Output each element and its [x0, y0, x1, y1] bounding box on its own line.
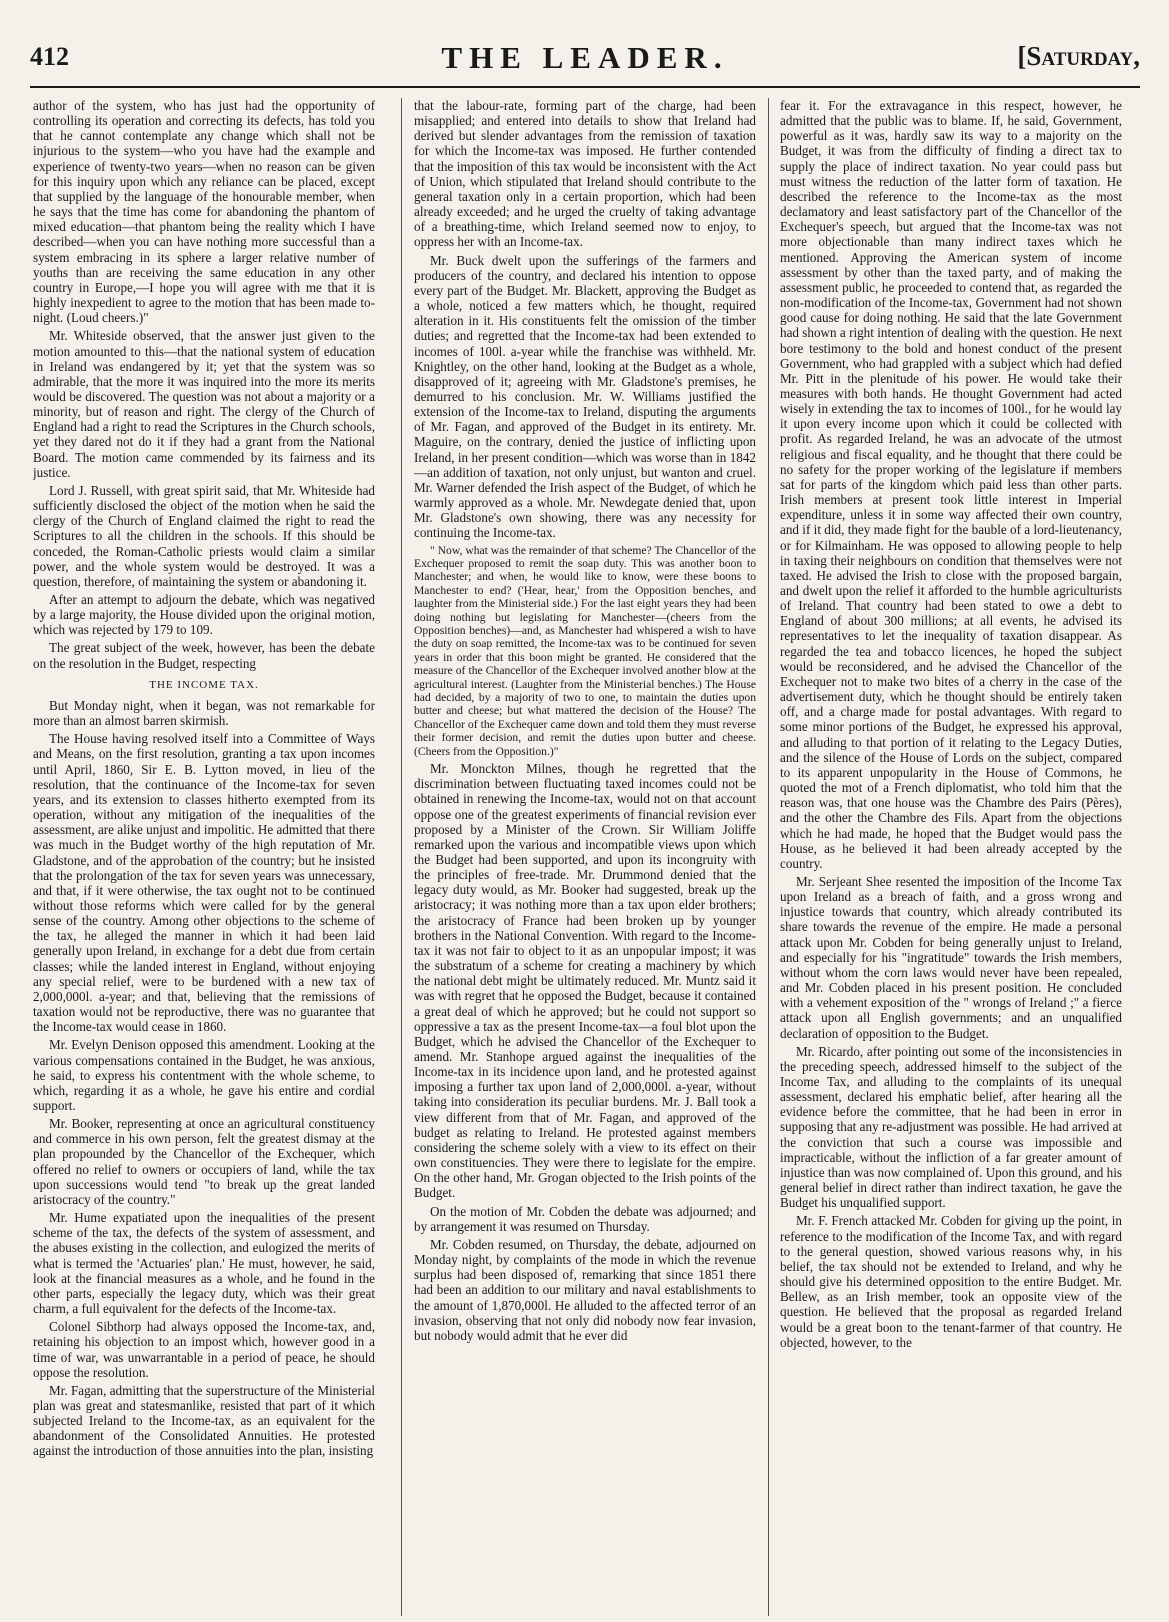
paragraph: Mr. Whiteside observed, that the answer just given to the motion amounted to this—that the national system of education in Ireland was endangered by it; yet that the system was so admirable, that the more it was inquired into the more its merits would be discovered. The question was not about a majority or a minority, but of reason and right. The clergy of the Church of England had a right to read the Scriptures in the Church schools, yet they dared not do it if they had a grant from the National Board. The motion came commended by its fairness and its justice.	[33, 328, 375, 480]
paragraph: Mr. F. French attacked Mr. Cobden for giving up the point, in reference to the modification of the Income Tax, and with regard to the general question, showed various reasons why, in his belief, the tax should not be extended to Ireland, and why he should give his determined opposition to the entire Budget. Mr. Bellew, as an Irish member, took an opposite view of the question. He believed that the proposal as regarded Ireland would be a great boon to the tenant-farmer of that country. He objected, however, to the	[780, 1213, 1122, 1350]
column-2	[414, 98, 756, 1616]
newspaper-title: THE LEADER.	[441, 40, 729, 75]
quoted-speech: " Now, what was the remainder of that scheme? The Chancellor of the Exchequer proposed to remit the soap duty. This was another boon to Manchester; and when, he would like to know, were these boons to Manchester to end? ('Hear, hear,' from the Opposition benches, and laughter from the Ministerial side.) For the last eight years they had been doing nothing but legislating for Manchester—(cheers from the Opposition benches)—and, as Manchester had whispered a wish to have the duty on soap remitted, the Income-tax was to be continued for seven years in order that this boon might be granted. He considered that the measure of the Chancellor of the Exchequer involved another blow at the agricultural interest. (Laughter from the Ministerial benches.) The House had decided, by a majority of two to one, to maintain the duties upon butter and cheese; but what mattered the decision of the House? The Chancellor of the Exchequer came down and told them they must reverse their former decision, and remit the duties upon butter and cheese. (Cheers from the Opposition.)"	[414, 543, 756, 758]
page-number: 412	[30, 42, 69, 71]
column-3	[780, 98, 1122, 1616]
paragraph: Mr. Monckton Milnes, though he regretted that the discrimination between fluctuating taxed incomes could not be obtained in renewing the Income-tax, would not on that account oppose one of the greatest experiments of financial revision ever proposed by a Minister of the Crown. Sir William Joliffe remarked upon the various and incompatible views upon which the Budget had been supported, and upon its incongruity with the principles of free-trade. Mr. Drummond denied that the legacy duty would, as Mr. Booker had suggested, break up the aristocracy; it was nothing more than a tax upon elder brothers; the aristocracy of France had been broken up by younger brothers in the National Convention. With regard to the Income-tax it was not fair to object to it as an unpopular impost; it was the substratum of a scheme for creating a machinery by which the national debt might be ultimately reduced. Mr. Muntz said it was with regret that he opposed the Budget, because it contained a great deal of which he approved; but he could not support so oppressive a tax as the present Income-tax—a foul blot upon the Budget, which he advised the Chancellor of the Exchequer to amend. Mr. Stanhope argued against the inequalities of the Income-tax in its incidence upon land, and he protested against imposing a further tax upon land of 2,000,000l. a-year, without taking into consideration its peculiar burdens. Mr. J. Ball took a view different from that of Mr. Fagan, and approved of the budget as relating to Ireland. He protested against members considering the scheme solely with a view to its effect on their own constituencies. They were there to legislate for the empire. On the other hand, Mr. Grogan objected to the Irish points of the Budget.	[414, 761, 756, 1201]
paragraph: The great subject of the week, however, has been the debate on the resolution in the Budget, respecting	[33, 640, 375, 671]
paragraph: Mr. Buck dwelt upon the sufferings of the farmers and producers of the country, and declared his intention to oppose every part of the Budget. Mr. Blackett, approving the Budget as a whole, noticed a few matters which, he thought, required alteration in it. His constituents felt the omission of the timber duties; and regretted that the Income-tax had been extended to incomes of 100l. a-year while the franchise was withheld. Mr. Knightley, on the other hand, looking at the Budget as a whole, disapproved of it; agreeing with Mr. Gladstone's premises, he demurred to his conclusion. Mr. W. Williams justified the extension of the Income-tax to Ireland, disputing the arguments of Mr. Fagan, and approved of the Budget in its entirety. Mr. Maguire, on the contrary, denied the justice of inflicting upon Ireland, in her present condition—which was worse than in 1842—an addition of taxation, not only unjust, but wanton and cruel. Mr. Warner defended the Irish aspect of the Budget, of which he warmly approved as a whole. Mr. Newdegate denied that, upon Mr. Gladstone's own showing, there was any necessity for continuing the Income-tax.	[414, 252, 756, 541]
paragraph: fear it. For the extravagance in this respect, however, he admitted that the public was to blame. If, he said, Government, powerful as it was, hardly saw its way to a majority on the Budget, it was from the difficulty of finding a direct tax to supply the place of indirect taxation. No year could pass but must witness the reduction of the latter form of taxation. He described the reference to the Income-tax as the most declamatory and least satisfactory part of the Chancellor of the Exchequer's speech, but argued that the Income-tax was not more objectionable than many indirect taxes which he mentioned. Approving the American system of income assessment by other than the taxed party, and of making the assessment public, he proceeded to contend that, as regarded the non-modification of the Income-tax, Government had not shown good cause for doing nothing. He said that the late Government had shown a right intention of dealing with the question. He next bore testimony to the bold and honest conduct of the present Government, who had grappled with a subject which had defied Mr. Pitt in the plenitude of his power. He would take their measures with both hands. He thought Government had acted wisely in extending the tax to incomes of 100l., for he would lay it upon every income upon which it could be collected with profit. As regarded Ireland, he was an advocate of the utmost religious and fiscal equality, and he thought that there could be no safety for the proper working of the legislature if members sat for parts of the kingdom which paid less than other parts. Irish members at present took little interest in Imperial expenditure, unless it in some way affected their own country, and if it did, they made fight for the bauble of a lord-lieutenancy, or for Kilmainham. He was opposed to allowing people to help in taxing their neighbours on condition that themselves were not taxed. He advised the Irish to close with the proposed bargain, and dwelt upon the relief it afforded to the humble agriculturists of Ireland. That country had been stated to owe a debt to England of about 300 millions; at all events, he advised its representatives to let the inequality of taxation disappear. As regarded the tea and tobacco licences, he hoped the subject would be reconsidered, and he advised the Chancellor of the Exchequer not to make two bites of a cherry in the case of the advertisement duty, which he thought should be entirely taken off, and a charge made for postal advantages. With regard to some minor portions of the Budget, he expressed his approval, and alluding to that portion of it relating to the Legacy Duties, and the silence of the House of Lords on the subject, compared to its apparent unpopularity in the House of Commons, he quoted the mot of a French diplomatist, who told him that the reason was, that one house was the Chambre des Pairs (Pères), and the other the Chambre des Fils. Apart from the objections which he had made, he hoped that the Budget would pass the House, as he believed it had been already accepted by the country.	[780, 98, 1122, 871]
header-rule	[30, 86, 1140, 88]
paragraph: Mr. Booker, representing at once an agricultural constituency and commerce in his own person, felt the greatest dismay at the plan propounded by the Chancellor of the Exchequer, which offered no relief to owners or occupiers of land, while the tax upon successions would tend "to break up the great landed aristocracy of the country."	[33, 1116, 375, 1207]
paragraph: After an attempt to adjourn the debate, which was negatived by a large majority, the House divided upon the original motion, which was rejected by 179 to 109.	[33, 592, 375, 638]
column-divider	[768, 98, 769, 1616]
paragraph: Colonel Sibthorp had always opposed the Income-tax, and, retaining his objection to an impost which, however good in a time of war, was unwarrantable in a period of peace, he should oppose the resolution.	[33, 1319, 375, 1380]
column-1	[33, 98, 375, 1616]
paragraph: author of the system, who has just had the opportunity of controlling its operation and correcting its defects, has told you that he cannot contemplate any change which shall not be injurious to the system—who you have had the example and experience of twenty-two years—when no reason can be given for this inquiry upon which any reliance can be placed, except that supplied by the language of the honourable member, when he says that the time has come for abandoning the phantom of mixed education—that phantom being the reality which I have described—when you can have nothing more successful than a system embracing in its sphere a larger relative number of youths than are receiving the same education in any other country in Europe,—I hope you will agree with me that it is highly inexpedient to agree to the motion that has been made to-night. (Loud cheers.)"	[33, 98, 375, 326]
paragraph: Mr. Hume expatiated upon the inequalities of the present scheme of the tax, the defects of the system of assessment, and the abuses existing in the collection, and eulogized the merits of what is termed the 'Actuaries' plan.' He must, however, he said, look at the financial measures as a whole, and he found in the other parts, especially the legacy duty, which was their great charm, a full equivalent for the defects of the Income-tax.	[33, 1210, 375, 1317]
paragraph: Mr. Serjeant Shee resented the imposition of the Income Tax upon Ireland as a breach of faith, and a gross wrong and injustice towards that country, which already contributed its share towards the revenue of the empire. He made a personal attack upon Mr. Cobden for being generally unjust to Ireland, and especially for his "ingratitude" towards the Irish members, without whom the corn laws would never have been repealed, and Mr. Cobden placed in his present position. He concluded with a vehement exposition of the " wrongs of Ireland ;" a fierce attack upon all English governments; and an unqualified declaration of opposition to the Budget.	[780, 873, 1122, 1041]
paragraph: Mr. Fagan, admitting that the superstructure of the Ministerial plan was great and statesmanlike, resisted that part of it which subjected Ireland to the Income-tax, as an equivalent for the abandonment of the Consolidated Annuities. He protested against the introduction of those annuities into the plan, insisting	[33, 1382, 375, 1459]
section-heading: THE INCOME TAX.	[149, 678, 259, 691]
paragraph: Mr. Ricardo, after pointing out some of the inconsistencies in the preceding speech, addressed himself to the subject of the Income Tax, and alluding to the complaints of its unequal assessment, declared his emphatic belief, after hearing all the evidence before the committee, that he had been in error in supposing that any re-adjustment was possible. He had arrived at the conviction that such a course was impossible and impracticable, without the infliction of a far greater amount of injustice than was now complained of. Upon this ground, and his general belief in direct rather than indirect taxation, he gave the Budget his unqualified support.	[780, 1043, 1122, 1211]
page-header	[30, 0, 1140, 96]
paragraph: The House having resolved itself into a Committee of Ways and Means, on the first resolution, granting a tax upon incomes until April, 1860, Sir E. B. Lytton moved, in lieu of the resolution, that the continuance of the Income-tax for seven years, and its extension to classes hitherto exempted from its operation, without any mitigation of the inequalities of the assessment, are alike unjust and impolitic. He admitted that there was much in the Budget worthy of the high reputation of Mr. Gladstone, and of the approbation of the country; but he insisted that the prolongation of the tax for seven years was unnecessary, and that, if it were otherwise, the tax ought not to be continued without those reforms which were called for by the general sense of the country. Among other objections to the scheme of the tax, he alleged the manner in which it had been laid generally upon Ireland, in exchange for a debt due from certain classes; while the landed interest in England, without enjoying any special relief, were to be burdened with a new tax of 2,000,000l. a-year; and that, believing that the remissions of taxation would not be reproductive, there was no guarantee that the Income-tax would cease in 1860.	[33, 731, 375, 1035]
paragraph: that the labour-rate, forming part of the charge, had been misapplied; and entered into details to show that Ireland had derived but slender advantages from the remission of taxation for which the Income-tax was imposed. He further contended that the imposition of this tax would be inconsistent with the Act of Union, which stipulated that Ireland should contribute to the general taxation only in a certain proportion, which had been already exceeded; and he urged the cruelty of taking advantage of a breathing-time, which Ireland seemed now to enjoy, to oppress her with an Income-tax.	[414, 98, 756, 250]
day-label: [Saturday,	[1017, 41, 1140, 71]
paragraph: On the motion of Mr. Cobden the debate was adjourned; and by arrangement it was resumed on Thursday.	[414, 1203, 756, 1234]
paragraph: Mr. Evelyn Denison opposed this amendment. Looking at the various compensations contained in the Budget, he was anxious, he said, to express his contentment with the whole scheme, to which, regarding it as a whole, he gave his entire and cordial support.	[33, 1037, 375, 1113]
paragraph: But Monday night, when it began, was not remarkable for more than an almost barren skirmish.	[33, 697, 375, 729]
paragraph: Lord J. Russell, with great spirit said, that Mr. Whiteside had sufficiently disclosed the object of the motion when he said the clergy of the Church of England claimed the right to read the Scriptures to all the children in the schools. If this should be conceded, the Roman-Catholic priests would claim a similar power, and the whole system would be destroyed. It was a question, therefore, of maintaining the system or abandoning it.	[33, 482, 375, 589]
column-divider	[401, 98, 402, 1616]
paragraph: Mr. Cobden resumed, on Thursday, the debate, adjourned on Monday night, by complaints of the mode in which the revenue surplus had been disposed of, remarking that since 1851 there had been an addition to our military and naval establishments to the amount of 1,870,000l. He alluded to the affected terror of an invasion, observing that not only did nobody now fear invasion, but nobody would admit that he ever did	[414, 1236, 756, 1343]
